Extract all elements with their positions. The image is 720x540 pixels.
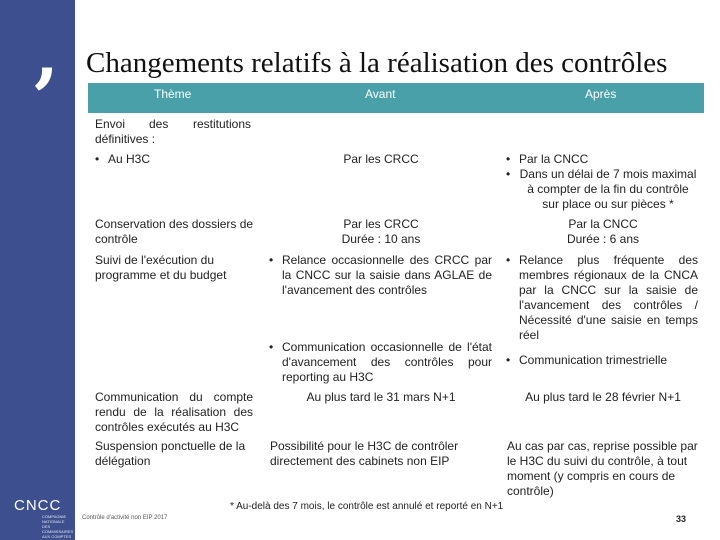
quote-mark-icon: ,: [34, 11, 60, 96]
list-item: • Par la CNCC: [503, 152, 697, 167]
row-conservation-apres: [503, 217, 703, 247]
slide-title: Changements relatifs à la réalisation des contrôles: [86, 47, 668, 79]
row-suivi-avant-1: [266, 253, 492, 298]
logo-subtitle: COMPAGNIE NATIONALE DES COMMISSAIRES AUX COMPTES: [42, 514, 74, 539]
avant-line1: Par les CRCC: [343, 217, 419, 231]
row-envoi-subtheme: [92, 152, 252, 167]
row-suivi-avant-2: [266, 340, 492, 385]
header-apres: Après: [585, 87, 617, 101]
row-suivi-apres-1: [503, 253, 698, 343]
apres-line2: Durée : 6 ans: [566, 232, 640, 246]
row-suspension-theme: Suspension ponctuelle de la délégation: [95, 439, 246, 468]
footer-caption: Contrôle d'activité non EIP 2017: [82, 515, 168, 521]
list-item: • Relance plus fréquente des membres régionaux de la CNCA par la CNCC sur la saisie de l'avancement des contrôles / Nécessité d'une saisie en temps réel: [503, 253, 698, 343]
row-envoi-apres: [503, 152, 697, 212]
subtheme-item: • Au H3C: [92, 152, 252, 167]
row-envoi-theme: [95, 117, 255, 147]
list-item: • Communication occasionnelle de l'état d'avancement des contrôles pour reporting au H3C: [266, 340, 492, 385]
cncc-logo: [6, 497, 74, 539]
header-avant: Avant: [365, 87, 396, 101]
list-item: • Dans un délai de 7 mois maximal à compter de la fin du contrôle sur place ou sur pièces *: [503, 167, 697, 212]
row-conservation-theme: Conservation des dossiers de contrôle: [95, 217, 254, 246]
row-communication-theme: Communication du compte rendu de la réalisation des contrôles exécutés au H3C: [95, 390, 253, 434]
row-conservation-avant: [281, 217, 481, 247]
row-envoi-avant: Par les CRCC: [343, 152, 419, 166]
row-communication-avant: Au plus tard le 31 mars N+1: [306, 390, 456, 404]
row-suspension-apres: Au cas par cas, reprise possible par le H3C du suivi du contrôle, à tout moment (y compris en cours de contrôle): [507, 439, 698, 498]
apres-line1: Par la CNCC: [568, 217, 638, 231]
list-item: • Relance occasionnelle des CRCC par la CNCC sur la saisie dans AGLAE de l'avancement des contrôles: [266, 253, 492, 298]
table-header: [88, 83, 704, 113]
theme-line2: définitives :: [95, 132, 156, 146]
page-number: 33: [676, 514, 687, 524]
avant-line2: Durée : 10 ans: [341, 232, 421, 246]
row-suspension-avant: Possibilité pour le H3C de contrôler directement des cabinets non EIP: [270, 439, 459, 468]
theme-word-restitutions: restitutions: [193, 117, 252, 131]
row-suivi-apres-2: [503, 353, 698, 368]
theme-word-des: des: [149, 117, 169, 131]
list-item: • Communication trimestrielle: [503, 353, 698, 368]
left-sidebar: [0, 0, 75, 540]
theme-word-envoi: Envoi: [95, 117, 126, 131]
header-theme: Thème: [154, 87, 192, 101]
logo-text: CNCC: [14, 497, 62, 514]
row-communication-apres: Au plus tard le 28 février N+1: [525, 390, 681, 404]
footnote: * Au-delà des 7 mois, le contrôle est annulé et reporté en N+1: [230, 501, 504, 512]
row-suivi-theme: Suivi de l'exécution du programme et du budget: [95, 253, 227, 282]
